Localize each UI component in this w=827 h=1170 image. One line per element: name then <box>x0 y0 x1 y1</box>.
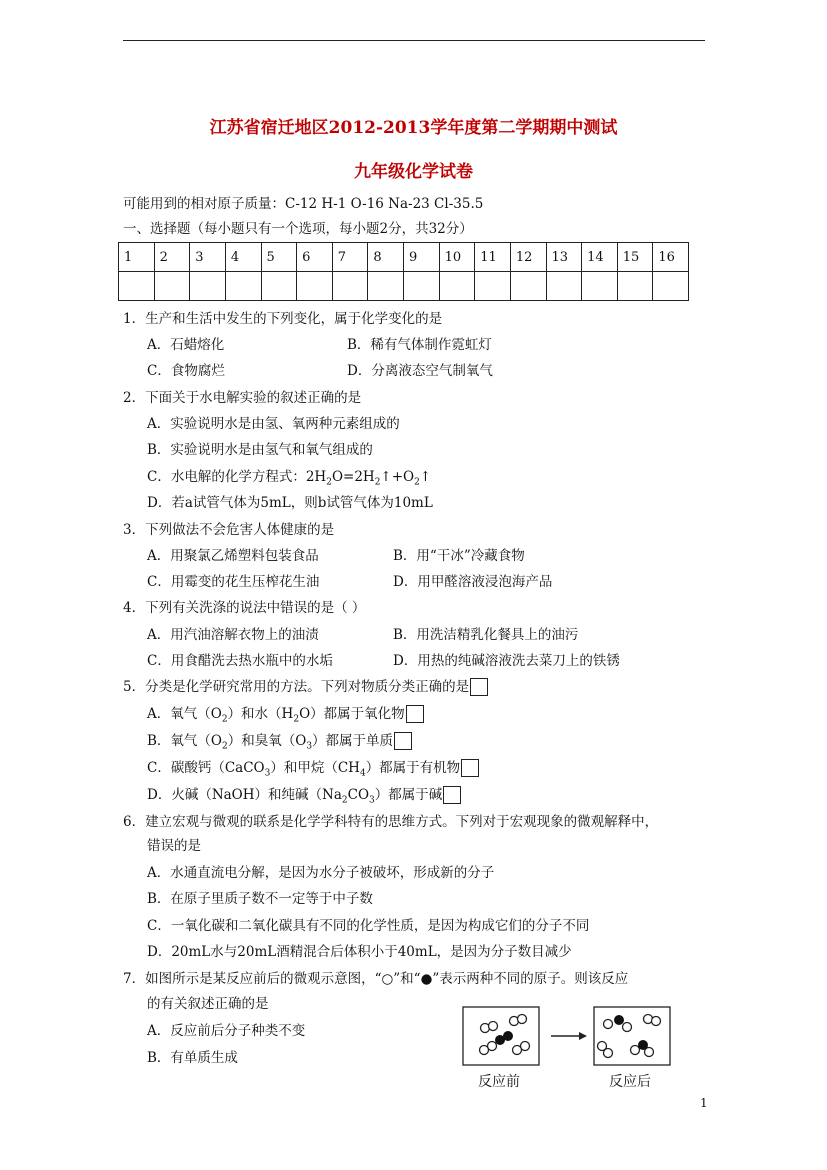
question-1-option-c: C．食物腐烂 <box>147 363 225 379</box>
option-text: ）都属于碱 <box>374 787 443 803</box>
page-number: 1 <box>700 1096 708 1110</box>
white-atom <box>604 1049 613 1058</box>
option-text: B．氧气（O <box>147 733 222 749</box>
answer-cell[interactable] <box>368 272 404 301</box>
answer-cell[interactable] <box>510 272 546 301</box>
reaction-diagram-svg <box>462 1006 692 1070</box>
question-4-option-a: A．用汽油溶解衣物上的油渍 <box>147 627 319 643</box>
atomic-masses: 可能用到的相对原子质量：C-12 H-1 O-16 Na-23 Cl-35.5 <box>123 196 484 212</box>
reaction-diagram <box>462 1006 692 1074</box>
question-4-option-b: B．用洗洁精乳化餐具上的油污 <box>393 627 579 643</box>
answer-cell[interactable] <box>653 272 689 301</box>
question-5-option-b: B．氧气$(O_2)$和臭氧$(O_3)$都属于单质 <box>147 732 412 756</box>
white-atom <box>513 1046 522 1055</box>
question-6-stem: 6．建立宏观与微观的联系是化学学科特有的思维方式。下列对于宏观现象的微观解释中， <box>123 814 659 830</box>
answer-col-number: 3 <box>190 243 226 272</box>
question-3-option-a: A．用聚氯乙烯塑料包装食品 <box>147 548 319 564</box>
header-rule <box>123 40 705 41</box>
question-4-option-c: C．用食醋洗去热水瓶中的水垢 <box>147 653 333 669</box>
section-heading: 一、选择题（每小题只有一个选项，每小题2分，共32分） <box>123 221 473 237</box>
question-3-stem: 3．下列做法不会危害人体健康的是 <box>123 522 335 538</box>
answer-col-number: 11 <box>475 243 511 272</box>
answer-cell[interactable] <box>154 272 190 301</box>
question-2-option-b: B．实验说明水是由氢气和氧气组成的 <box>147 442 373 458</box>
question-7-stem-cont: 的有关叙述正确的是 <box>147 996 269 1012</box>
answer-cell[interactable] <box>190 272 226 301</box>
reaction-after-label: 反应后 <box>609 1074 651 1090</box>
answer-col-number: 4 <box>225 243 261 272</box>
option-text: CO <box>347 787 370 803</box>
question-2-option-a: A．实验说明水是由氢、氧两种元素组成的 <box>147 416 400 432</box>
option-text: O=2H <box>331 469 375 485</box>
question-7-stem: 7．如图所示是某反应前后的微观示意图，“○”和“●”表示两种不同的原子。则该反应 <box>123 971 629 987</box>
option-text: ↑ <box>419 469 432 485</box>
after-black-atoms <box>615 1016 648 1050</box>
question-6-option-b: B．在原子里质子数不一定等于中子数 <box>147 891 373 907</box>
option-text: ）都属于有机物 <box>365 760 461 776</box>
answer-col-number: 12 <box>510 243 546 272</box>
option-text: ↑+O <box>380 469 415 485</box>
black-atom <box>615 1016 624 1025</box>
arrow-head <box>579 1032 587 1040</box>
answer-col-number: 14 <box>582 243 618 272</box>
answer-cell[interactable] <box>546 272 582 301</box>
question-1-stem: 1．生产和生活中发生的下列变化，属于化学变化的是 <box>123 311 443 327</box>
answer-cell[interactable] <box>582 272 618 301</box>
option-text: C．碳酸钙（CaCO <box>147 760 265 776</box>
white-atom <box>652 1017 661 1026</box>
answer-col-number: 5 <box>261 243 297 272</box>
option-text: ）都属于单质 <box>312 733 394 749</box>
answer-table-blank-row <box>119 272 689 301</box>
answer-cell[interactable] <box>297 272 333 301</box>
white-atom <box>518 1015 527 1024</box>
answer-cell[interactable] <box>225 272 261 301</box>
option-text: A．氧气（O <box>147 706 222 722</box>
question-2-option-d: D．若a试管气体为5mL，则b试管气体为10mL <box>147 495 433 511</box>
white-atom <box>480 1046 489 1055</box>
answer-col-number: 16 <box>653 243 689 272</box>
question-5-option-a: A．氧气$(O_2)$和水$(H_2O)$都属于氧化物 <box>147 705 424 729</box>
reaction-before-label: 反应前 <box>478 1074 520 1090</box>
answer-col-number: 2 <box>154 243 190 272</box>
option-text: ）和甲烷（CH <box>270 760 360 776</box>
answer-col-number: 7 <box>332 243 368 272</box>
question-4-stem: 4．下列有关洗涤的说法中错误的是（ ） <box>123 600 366 616</box>
white-atom <box>623 1023 632 1032</box>
question-6-option-d: D．20mL水与20mL酒精混合后体积小于40mL，是因为分子数目减少 <box>147 944 572 960</box>
question-5-option-d: D．火碱（NaOH）和纯碱$(Na_2CO_3)$都属于碱 <box>147 786 461 810</box>
option-text: D．火碱（NaOH）和纯碱（Na <box>147 787 342 803</box>
answer-box[interactable] <box>406 705 424 723</box>
question-7-option-b: B．有单质生成 <box>147 1050 238 1066</box>
answer-box[interactable] <box>470 678 488 696</box>
answer-col-number: 9 <box>404 243 440 272</box>
answer-col-number: 8 <box>368 243 404 272</box>
question-5-stem <box>123 678 488 697</box>
option-text: ）和水（H <box>227 706 294 722</box>
answer-cell[interactable] <box>439 272 475 301</box>
answer-box[interactable] <box>443 786 461 804</box>
answer-cell[interactable] <box>475 272 511 301</box>
answer-col-number: 6 <box>297 243 333 272</box>
white-atom <box>489 1022 498 1031</box>
answer-cell[interactable] <box>332 272 368 301</box>
option-text: C．水电解的化学方程式：2H <box>147 469 327 485</box>
black-atom <box>504 1032 513 1041</box>
question-6-stem-cont: 错误的是 <box>147 838 201 854</box>
question-1-option-d: D．分离液态空气制氧气 <box>347 363 493 379</box>
question-2-option-c: C．水电解的化学方程式：$2H_2O=2H_2↑+O_2↑$ <box>147 469 432 488</box>
answer-cell[interactable] <box>617 272 653 301</box>
stem-text: 5．分类是化学研究常用的方法。下列对物质分类正确的是 <box>123 679 470 695</box>
question-3-option-b: B．用“干冰”冷藏食物 <box>393 548 525 564</box>
question-4-option-d: D．用热的纯碱溶液洗去菜刀上的铁锈 <box>393 653 620 669</box>
black-atom <box>639 1041 648 1050</box>
white-atom <box>631 1046 640 1055</box>
answer-box[interactable] <box>394 732 412 750</box>
answer-cell[interactable] <box>261 272 297 301</box>
answer-col-number: 1 <box>119 243 155 272</box>
question-1-option-a: A．石蜡熔化 <box>147 337 225 353</box>
option-text: O）都属于氧化物 <box>299 706 405 722</box>
question-2-stem: 2．下面关于水电解实验的叙述正确的是 <box>123 390 362 406</box>
answer-cell[interactable] <box>404 272 440 301</box>
question-1-option-b: B．稀有气体制作霓虹灯 <box>347 337 492 353</box>
answer-table <box>118 242 689 301</box>
after-molecules <box>598 1015 661 1058</box>
answer-col-number: 15 <box>617 243 653 272</box>
answer-table-header-row <box>119 243 689 272</box>
answer-col-number: 10 <box>439 243 475 272</box>
question-3-option-c: C．用霉变的花生压榨花生油 <box>147 574 320 590</box>
before-black-molecule <box>496 1032 513 1045</box>
answer-box[interactable] <box>461 759 479 777</box>
question-5-option-c: C．碳酸钙（CaCO$_3$）和甲烷$(CH_4)$都属于有机物 <box>147 759 479 783</box>
option-text: ）和臭氧（O <box>227 733 307 749</box>
answer-cell[interactable] <box>119 272 155 301</box>
page-subtitle: 九年级化学试卷 <box>354 162 473 182</box>
question-7-option-a: A．反应前后分子种类不变 <box>147 1023 306 1039</box>
answer-col-number: 13 <box>546 243 582 272</box>
page-title: 江苏省宿迁地区2012-2013学年度第二学期期中测试 <box>209 118 618 138</box>
question-3-option-d: D．用甲醛溶液浸泡海产品 <box>393 574 553 590</box>
question-6-option-a: A．水通直流电分解，是因为水分子被破坏，形成新的分子 <box>147 865 495 881</box>
question-6-option-c: C．一氧化碳和二氧化碳具有不同的化学性质，是因为构成它们的分子不同 <box>147 918 590 934</box>
white-atom <box>604 1020 613 1029</box>
